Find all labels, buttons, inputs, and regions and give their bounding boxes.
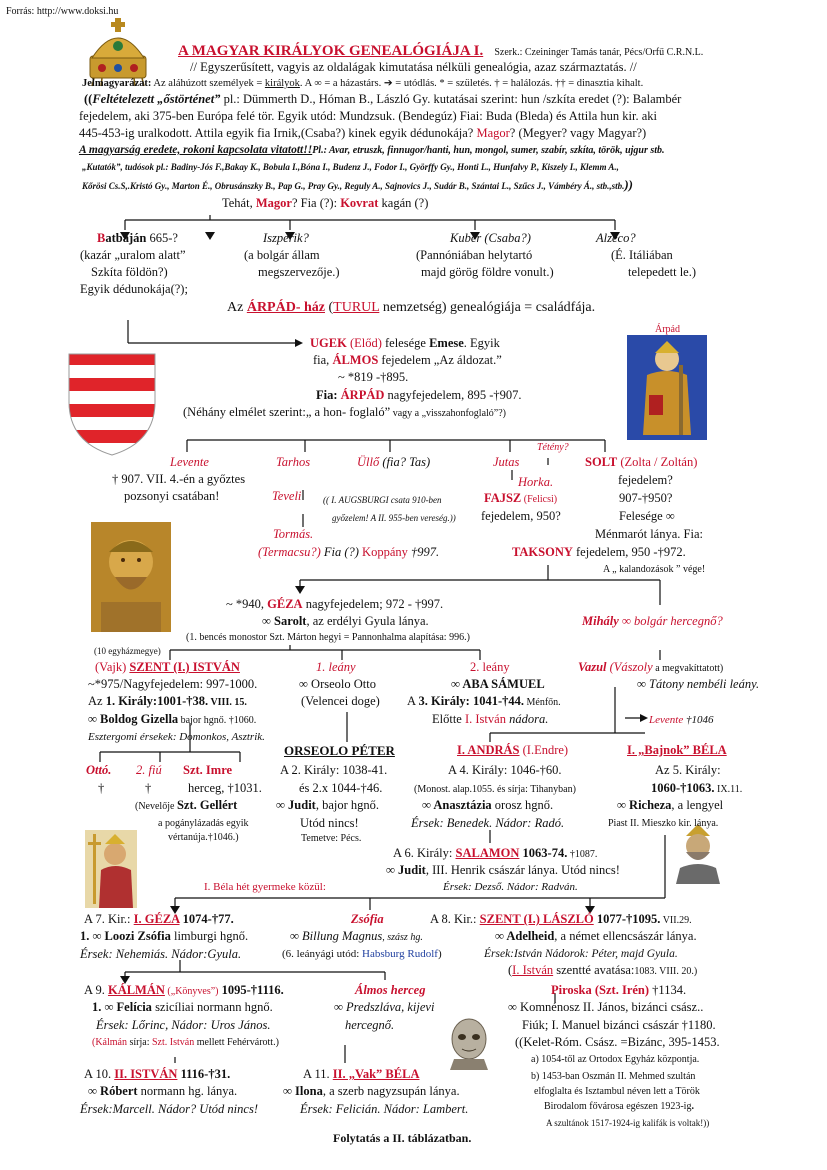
editor-credit: Szerk.: Czeininger Tamás tanár, Pécs/Orfű C.R.N.L. (494, 47, 704, 58)
predszlava-2: hercegnő. (345, 1018, 395, 1032)
kuber: Kuber (Csaba?) (450, 231, 531, 245)
velencei-doge: (Velencei doge) (301, 694, 380, 708)
augsburg-note-2: győzelem! A II. 955-ben vereség.)) (332, 513, 456, 523)
habsburg-note: (6. leányági utód: Habsburg Rudolf) (282, 948, 442, 960)
arpad-stripes-shield (67, 352, 157, 457)
note-b-3: Birodalom fővárosa egészen 1923-ig. (544, 1101, 694, 1112)
aba-king: A 3. Király: 1041-†44. Ménfőn. (407, 694, 561, 708)
kuber-desc-2: majd görög földre vonult.) (421, 265, 554, 279)
second-son: 2. fiú (136, 763, 162, 777)
teveli: Teveli (272, 489, 302, 503)
loozi-zsofia: 1. ∞ Loozi Zsófia limburgi hgnő. (80, 929, 249, 943)
szent-imre: Szt. Imre (183, 763, 233, 777)
solt-desc-1: fejedelem? (618, 473, 673, 487)
orseolo-no-heir: Utód nincs! (300, 816, 359, 830)
bela-i-name: I. „Bajnok” BÉLA (627, 743, 727, 757)
leany-1: 1. leány (316, 660, 356, 674)
kalman-burial: (Kálmán sírja: Szt. István mellett Fehérvárott.) (92, 1037, 279, 1048)
geza-i-line: A 7. Kir.: I. GÉZA 1074-†77. (84, 912, 234, 926)
fajsz: FAJSZ (Felicsi) (484, 491, 558, 505)
zsofia: Zsófia (351, 912, 384, 926)
levente-1046: Levente †1046 (649, 714, 714, 726)
geza-line: ~ *940, GÉZA nagyfejedelem; 972 - †997. (226, 597, 444, 611)
batbajan-desc-1: (kazár „uralom alatt” (80, 248, 186, 262)
gizella: ∞ Boldog Gizella bajor hgnő. †1060. (88, 712, 257, 726)
solt-desc-3: Felesége ∞ (619, 509, 675, 523)
tatony-wife: ∞ Tátony nembéli leány. (637, 677, 760, 691)
istvan-king: Az 1. Király:1001-†38. VIII. 15. (88, 694, 247, 708)
istvan-name: (Vajk) SZENT (I.) ISTVÁN (95, 660, 240, 674)
orseolo-judit: ∞ Judit, bajor hgnő. (276, 798, 380, 812)
salamon-line: A 6. Király: SALAMON 1063-74. †1087. (393, 846, 598, 860)
otto-dagger: † (98, 781, 105, 795)
geza-i-officials: Érsek: Nehemiás. Nádor:Gyula. (80, 947, 242, 961)
ilona: ∞ Ilona, a szerb nagyzsupán lánya. (283, 1084, 460, 1098)
iszperik: Iszperik? (263, 231, 309, 245)
anasztazia: ∞ Anasztázia orosz hgnő. (422, 798, 554, 812)
kalman-line: A 9. KÁLMÁN („Könyves”) 1095-†1116. (84, 983, 284, 997)
horka: Horka. (518, 475, 554, 489)
istvan-grand-prince: ~*975/Nagyfejedelem: 997-1000. (88, 677, 258, 691)
subtitle: // Egyszerűsített, vagyis az oldalágak kimutatása nélküli genealógia, azaz származtatás. // (190, 60, 637, 74)
bela-ii-line: A 11. II. „Vak” BÉLA (303, 1067, 420, 1081)
alzeco-desc-2: telepedett le.) (628, 265, 697, 279)
tarhos: Tarhos (276, 455, 311, 469)
orseolo-second: és 2.x 1044-†46. (299, 781, 383, 795)
alzeco: Alzeco? (596, 231, 636, 245)
intro-line-6: Kőrösi Cs.S,.Kristó Gy., Marton É., Obrusánszky B., Pap G., Pray Gy., Reguly A., Sajnovics J., Sudár B., Szántai L., Szűcs J., Vámbéry Á., stb.,stb.)) (82, 177, 634, 192)
aba-samuel: ∞ ABA SÁMUEL (451, 677, 545, 691)
honfoglalo-theory: (Néhány elmélet szerint:„ a hon- foglaló” vagy a „visszahonfoglaló”?) (183, 405, 506, 419)
szent-istvan-portrait (91, 522, 171, 632)
laszlo-line: A 8. Kir.: SZENT (I.) LÁSZLÓ 1077-†1095. VII.29. (430, 912, 692, 926)
levente-death: † 907. VII. 4.-én a győztes (112, 472, 246, 486)
gellert-desc-1: a pogánylázadás egyik (158, 818, 249, 829)
andras-name: I. ANDRÁS (I.Endre) (457, 743, 569, 757)
bela-ii-officials: Érsek: Felicián. Nádor: Lambert. (300, 1102, 469, 1116)
robert-daughter: ∞ Róbert normann hg. lánya. (88, 1084, 238, 1098)
otto: Ottó. (86, 763, 112, 777)
kuber-desc-1: (Pannóniában helytartó (416, 248, 533, 262)
almos-dates: ~ *819 -†895. (338, 370, 409, 384)
ugek-line-1: UGEK (Előd) felesége Emese. Egyik (310, 336, 500, 350)
teteny: Tétény? (537, 442, 569, 453)
page-title: A MAGYAR KIRÁLYOK GENEALÓGIÁJA I. (178, 43, 484, 59)
ugek-line-2: fia, ÁLMOS fejedelem „Az áldozat.” (313, 353, 502, 367)
intro-line-1: ((Feltételezett „őstörténet” pl.: Dümmerth D., Hóman B., László Gy. kutatásai szerint: hun /szkíta eredet (?): Balambér (84, 92, 682, 106)
intro-line-2: fejedelem, aki 375-ben Európa felé tör. Egyik utód: Mundzsuk. (Bendegúz) Fiai: Buda (Bleda) és Attila hun kir. aki (79, 109, 657, 123)
orseolo-burial: Temetve: Pécs. (301, 833, 362, 844)
bizanc: ((Kelet-Róm. Csász. =Bizánc, 395-1453. (515, 1035, 720, 1049)
istvan-ii-officials: Érsek:Marcell. Nádor? Utód nincs! (80, 1102, 258, 1116)
arpad-line: Fia: ÁRPÁD nagyfejedelem, 895 -†907. (316, 388, 522, 402)
gellert-desc-2: vértanúja.†1046.) (168, 832, 239, 843)
tormas: Tormás. (273, 527, 314, 541)
alzeco-desc-1: (É. Itáliában (611, 248, 673, 262)
almos-herceg: Álmos herceg (355, 983, 426, 997)
legend: Jelmagyarázat: Az aláhúzott személyek = királyok. A ∞ = a házastárs. ➔ = utódlás. * = születés. † = halálozás. †† = dinasztia kihalt. (82, 78, 644, 89)
esztergom-archbishops: Esztergomi érsekek: Domonkos, Asztrik. (88, 731, 265, 743)
felicia: 1. ∞ Felícia szicíliai normann hgnő. (92, 1000, 273, 1014)
kalandozasok-end: A „ kalandozások ” vége! (603, 564, 706, 575)
manuel: Fiúk; I. Manuel bizánci császár †1180. (522, 1018, 716, 1032)
kalman-officials: Érsek: Lőrinc, Nádor: Uros János. (96, 1018, 271, 1032)
note-a: a) 1054-től az Ortodox Egyház központja. (531, 1054, 700, 1065)
intro-line-3: 445-453-ig uralkodott. Attila egyik fia Irnik,(Csaba?) kinek egyik dédunokája? Magor? (Megyer? vagy Magyar?) (79, 126, 647, 140)
sarolt-line: ∞ Sarolt, az erdélyi Gyula lánya. (262, 614, 429, 628)
second-son-dagger: † (145, 781, 152, 795)
egyhazmegye-note: (10 egyházmegye) (94, 646, 161, 656)
iszperik-desc-1: (a bolgár állam (244, 248, 320, 262)
andras-king: A 4. Király: 1046-†60. (448, 763, 562, 777)
orseolo-peter: ORSEOLO PÉTER (284, 743, 395, 758)
augsburg-note-1: (( I. AUGSBURGI csata 910-ben (323, 495, 442, 505)
taksony: TAKSONY fejedelem, 950 -†972. (512, 545, 686, 559)
note-b-4: A szultánok 1517-1924-ig kalifák is voltak!)) (546, 1118, 710, 1128)
orseolo-king: A 2. Király: 1038-41. (280, 763, 388, 777)
bela-seven-children: I. Béla hét gyermeke közül: (204, 881, 326, 893)
billung-magnus: ∞ Billung Magnus, szász hg. (290, 929, 423, 943)
solt-desc-4: Ménmarót lánya. Fia: (595, 527, 703, 541)
vak-bela-skull-image (444, 1015, 494, 1070)
intro-line-4: A magyarság eredete, rokoni kapcsolata vitatott!!Pl.: Avar, etruszk, finnugor/hanti, hun, mongol, sumer, szabír, szkíta, török, ujgur stb. (79, 144, 665, 156)
batbajan: Batbaján 665-? (97, 231, 178, 245)
termacsu-koppany: (Termacsu?) Fia (?) Koppány †997. (258, 545, 440, 559)
pannonhalma-note: (1. bencés monostor Szt. Márton hegyi = Pannonhalma alapítása: 996.) (186, 632, 470, 643)
fajsz-desc: fejedelem, 950? (481, 509, 561, 523)
salamon-judit: ∞ Judit, III. Henrik császár lánya. Utód nincs! (386, 863, 620, 877)
source-url[interactable]: Forrás: http://www.doksi.hu (6, 6, 119, 17)
bela-i-dates: 1060-†1063. IX.11. (651, 781, 743, 795)
magor-line: Tehát, Magor? Fia (?): Kovrat kagán (?) (222, 196, 429, 210)
szent-laszlo-icon-image (85, 830, 137, 908)
solt-desc-2: 907-†950? (619, 491, 673, 505)
adelheid: ∞ Adelheid, a német ellencsászár lánya. (495, 929, 697, 943)
vazul: Vazul (Vászoly a megvakíttatott) (578, 660, 724, 674)
solt: SOLT (Zolta / Zoltán) (585, 455, 698, 469)
batbajan-desc-3: Egyik dédunokája(?); (80, 282, 188, 296)
istvan-ii-line: A 10. II. ISTVÁN 1116-†31. (84, 1067, 231, 1081)
iszperik-desc-2: megszervezője.) (258, 265, 340, 279)
mihaly: Mihály ∞ bolgár hercegnő? (582, 614, 723, 628)
arpad-label: Árpád (655, 324, 680, 335)
bela-i-king: Az 5. Király: (655, 763, 721, 777)
note-b-1: b) 1453-ban Oszmán II. Mehmed szultán (531, 1071, 696, 1082)
laszlo-officials: Érsek:István Nádorok: Péter, majd Gyula. (484, 948, 678, 960)
intro-line-5: „Kutatók”, tudósok pl.: Badiny-Jós F.,Bakay K., Bobula I.,Bóna I., Budenz J., Fodor I., Györffy Gy., Honti L., Hunfalvy P., Kiszely I., Klemm A., (82, 162, 619, 172)
arpad-house-title: Az ÁRPÁD- ház (TURUL nemzetség) genealógiája = családfája. (227, 300, 596, 315)
komnenosz: ∞ Komnénosz II. János, bizánci csász.. (508, 1000, 704, 1014)
note-b-2: elfoglalta és Isztambul néven lett a Török (534, 1086, 700, 1097)
bela-bust-image (672, 822, 724, 884)
arpad-portrait (627, 335, 707, 440)
richeza: ∞ Richeza, a lengyel (617, 798, 724, 812)
istvan-canonization: (I. István szentté avatása:1083. VIII. 20.) (508, 963, 698, 977)
jutas: Jutas (493, 455, 520, 469)
orseolo-otto: ∞ Orseolo Otto (299, 677, 376, 691)
richeza-desc: Piast II. Mieszko kir. lánya. (608, 818, 719, 829)
andras-tihany: (Monost. alap.1055. és sírja: Tihanyban) (414, 784, 576, 795)
ullo: Üllő (fia? Tas) (357, 455, 431, 469)
continuation-note: Folytatás a II. táblázatban. (333, 1131, 472, 1145)
piroska: Piroska (Szt. Irén) †1134. (551, 983, 687, 997)
levente-battle: pozsonyi csatában! (124, 489, 220, 503)
imre-herceg: herceg, †1031. (188, 781, 262, 795)
header-title-line (178, 44, 703, 60)
predszlava: ∞ Predszláva, kijevi (334, 1000, 435, 1014)
leany-2: 2. leány (470, 660, 510, 674)
gellert: (Nevelője Szt. Gellért (135, 798, 238, 812)
andras-officials: Érsek: Benedek. Nádor: Radó. (411, 816, 565, 830)
levente: Levente (170, 455, 209, 469)
salamon-officials: Érsek: Dezső. Nádor: Radván. (443, 881, 578, 893)
aba-nador: Előtte I. István nádora. (432, 712, 549, 726)
batbajan-desc-2: Szkíta földön?) (91, 265, 168, 279)
